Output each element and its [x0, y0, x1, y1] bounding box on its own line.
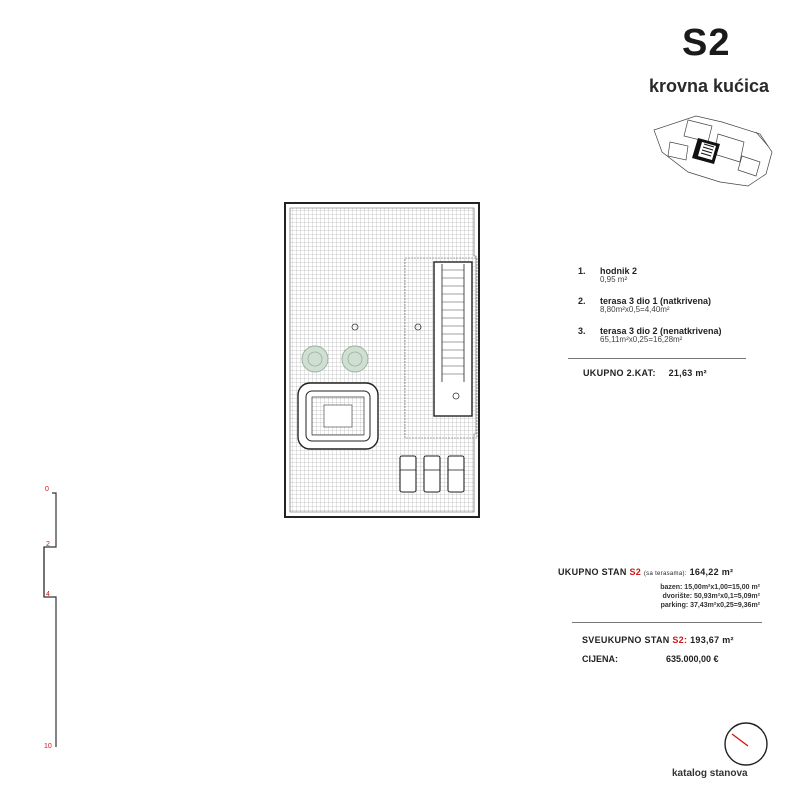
unit-code-title: S2	[682, 22, 731, 64]
room-number: 1.	[578, 266, 586, 276]
room-list-divider	[568, 358, 746, 359]
height-scale	[38, 485, 68, 755]
room-name: terasa 3 dio 1 (natkrivena)	[600, 296, 712, 306]
room-item	[578, 267, 637, 285]
scale-mark-4: 4	[46, 591, 50, 598]
unit-code-highlight: S2	[629, 567, 642, 577]
unit-total-value: 164,22 m²	[689, 567, 734, 577]
room-item	[578, 297, 711, 315]
room-name: terasa 3 dio 2 (nenatkrivena)	[600, 326, 722, 336]
roof-floor-plan	[284, 202, 480, 518]
site-keyplan	[648, 112, 776, 190]
grand-total	[582, 635, 734, 645]
unit-total-label: UKUPNO STAN	[558, 567, 627, 577]
extra-yard: dvorište: 50,93m²x0,1=5,09m²	[662, 592, 760, 600]
extra-parking: parking: 37,43m²x0,25=9,36m²	[660, 601, 760, 609]
price-label: CIJENA:	[582, 654, 619, 664]
scale-mark-2: 2	[46, 541, 50, 548]
extra-pool: bazen: 15,00m²x1,00=15,00 m²	[660, 584, 760, 591]
scale-mark-10: 10	[44, 743, 52, 750]
grand-total-code: S2:	[672, 635, 688, 645]
room-number: 2.	[578, 296, 586, 306]
catalog-footer: katalog stanova	[672, 768, 748, 779]
floor-total	[583, 368, 707, 378]
scale-mark-0: 0	[45, 486, 49, 493]
room-item	[578, 327, 722, 345]
unit-type-subtitle: krovna kućica	[649, 76, 770, 96]
price-value: 635.000,00 €	[666, 654, 719, 664]
room-area: 65,11m²x0,25=16,28m²	[600, 335, 683, 345]
floor-total-value: 21,63 m²	[668, 368, 707, 378]
totals-divider	[572, 622, 762, 623]
unit-total-note: (sa terasama):	[643, 571, 687, 577]
grand-total-label: SVEUKUPNO STAN	[582, 635, 670, 645]
floor-total-label: UKUPNO 2.KAT:	[583, 368, 656, 378]
unit-total	[558, 567, 733, 577]
room-area: 8,80m²x0,5=4,40m²	[600, 305, 670, 315]
room-name: hodnik 2	[600, 266, 638, 276]
extras-list	[600, 584, 760, 610]
room-number: 3.	[578, 326, 586, 336]
room-area: 0,95 m²	[600, 275, 628, 285]
north-arrow-icon	[722, 720, 770, 768]
grand-total-value: 193,67 m²	[690, 635, 734, 645]
